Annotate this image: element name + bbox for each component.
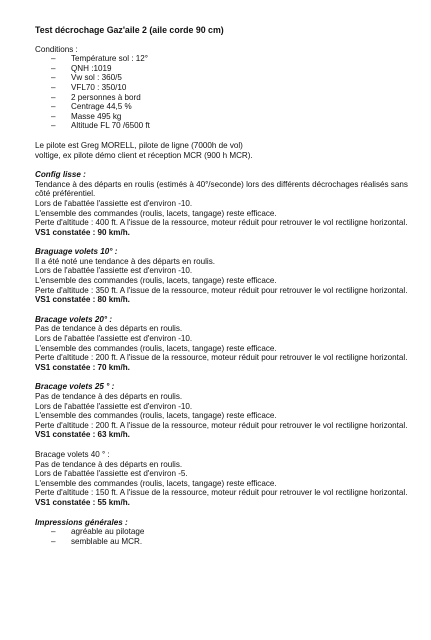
pilot-line: Le pilote est Greg MORELL, pilote de ligne (7000h de vol)	[35, 140, 243, 150]
section-line: Tendance à des départs en roulis (estimés à 40°/seconde) lors des différents décrochages réalisés sans côté préférentiel.	[35, 179, 408, 199]
vs1-result: VS1 constatée : 80 km/h.	[35, 295, 130, 305]
impressions-list	[35, 527, 415, 546]
section-volets-40	[35, 450, 415, 508]
section-line: L'ensemble des commandes (roulis, lacets, tangage) reste efficace.	[35, 208, 277, 218]
section-volets-25	[35, 382, 415, 440]
section-heading: Bracage volets 20° :	[35, 314, 113, 324]
conditions-list	[35, 54, 415, 131]
section-line: L'ensemble des commandes (roulis, lacets, tangage) reste efficace.	[35, 276, 277, 286]
section-volets-10	[35, 247, 415, 305]
conditions-label: Conditions :	[35, 44, 78, 54]
section-config-lisse	[35, 170, 415, 237]
conditions-item: – Centrage 44,5 %	[51, 102, 415, 112]
section-line: Perte d'altitude : 200 ft. A l'issue de la ressource, moteur réduit pour retrouver le vol rectiligne horizontal.	[35, 353, 408, 363]
conditions-item: – 2 personnes à bord	[51, 93, 415, 103]
section-line: Pas de tendance à des départs en roulis.	[35, 392, 183, 401]
impressions-item: – agréable au pilotage	[51, 527, 415, 537]
section-heading: Bracage volets 40 ° :	[35, 449, 110, 459]
section-line: Lors de l'abattée l'assiette est d'environ -10.	[35, 266, 193, 276]
section-line: Lors de l'abattée l'assiette est d'environ -10.	[35, 198, 193, 208]
conditions-item: – Vw sol : 360/5	[51, 73, 415, 83]
section-line: Perte d'altitude : 200 ft. A l'issue de la ressource, moteur réduit pour retrouver le vol rectiligne horizontal.	[35, 420, 408, 430]
section-heading: Impressions générales :	[35, 517, 128, 527]
section-line: Lors de l'abattée l'assiette est d'environ -5.	[35, 469, 188, 479]
section-impressions	[35, 518, 415, 547]
vs1-result: VS1 constatée : 63 km/h.	[35, 430, 130, 440]
vs1-result: VS1 constatée : 90 km/h.	[35, 227, 130, 237]
section-line: Pas de tendance à des départs en roulis.	[35, 324, 183, 334]
section-line: L'ensemble des commandes (roulis, lacets, tangage) reste efficace.	[35, 478, 277, 488]
section-line: L'ensemble des commandes (roulis, lacets, tangage) reste efficace.	[35, 411, 277, 421]
conditions-item: – Température sol : 12°	[51, 54, 415, 64]
pilot-line: voltige, ex pilote démo client et réception MCR (900 h MCR).	[35, 150, 253, 160]
section-heading: Bracage volets 25 ° :	[35, 382, 115, 392]
document-title: Test décrochage Gaz'aile 2 (aile corde 90 cm)	[35, 25, 224, 35]
conditions-item: – VFL70 : 350/10	[51, 83, 415, 93]
vs1-result: VS1 constatée : 70 km/h.	[35, 362, 130, 372]
conditions-item: – Masse 495 kg	[51, 112, 415, 122]
section-line: Perte d'altitude : 150 ft. A l'issue de la ressource, moteur réduit pour retrouver le vol rectiligne horizontal.	[35, 488, 408, 498]
section-heading: Braguage volets 10° :	[35, 247, 118, 257]
section-line: L'ensemble des commandes (roulis, lacets, tangage) reste efficace.	[35, 343, 277, 353]
section-line: Il a été noté une tendance à des départs en roulis.	[35, 256, 215, 266]
section-line: Lors de l'abattée l'assiette est d'environ -10.	[35, 401, 193, 411]
document-page	[35, 26, 415, 546]
section-line: Lors de l'abattée l'assiette est d'environ -10.	[35, 334, 193, 344]
conditions-item: – Altitude FL 70 /6500 ft	[51, 121, 415, 131]
section-heading: Config lisse :	[35, 170, 86, 180]
pilot-info	[35, 141, 415, 160]
impressions-item: – semblable au MCR.	[51, 537, 415, 547]
section-volets-20	[35, 315, 415, 373]
section-line: Pas de tendance à des départs en roulis.	[35, 459, 183, 469]
section-line: Perte d'altitude : 350 ft. A l'issue de la ressource, moteur réduit pour retrouver le vol rectiligne horizontal.	[35, 285, 408, 295]
conditions-item: – QNH :1019	[51, 64, 415, 74]
section-line: Perte d'altitude : 400 ft. A l'issue de la ressource, moteur réduit pour retrouver le vol rectiligne horizontal.	[35, 218, 408, 228]
vs1-result: VS1 constatée : 55 km/h.	[35, 497, 130, 507]
